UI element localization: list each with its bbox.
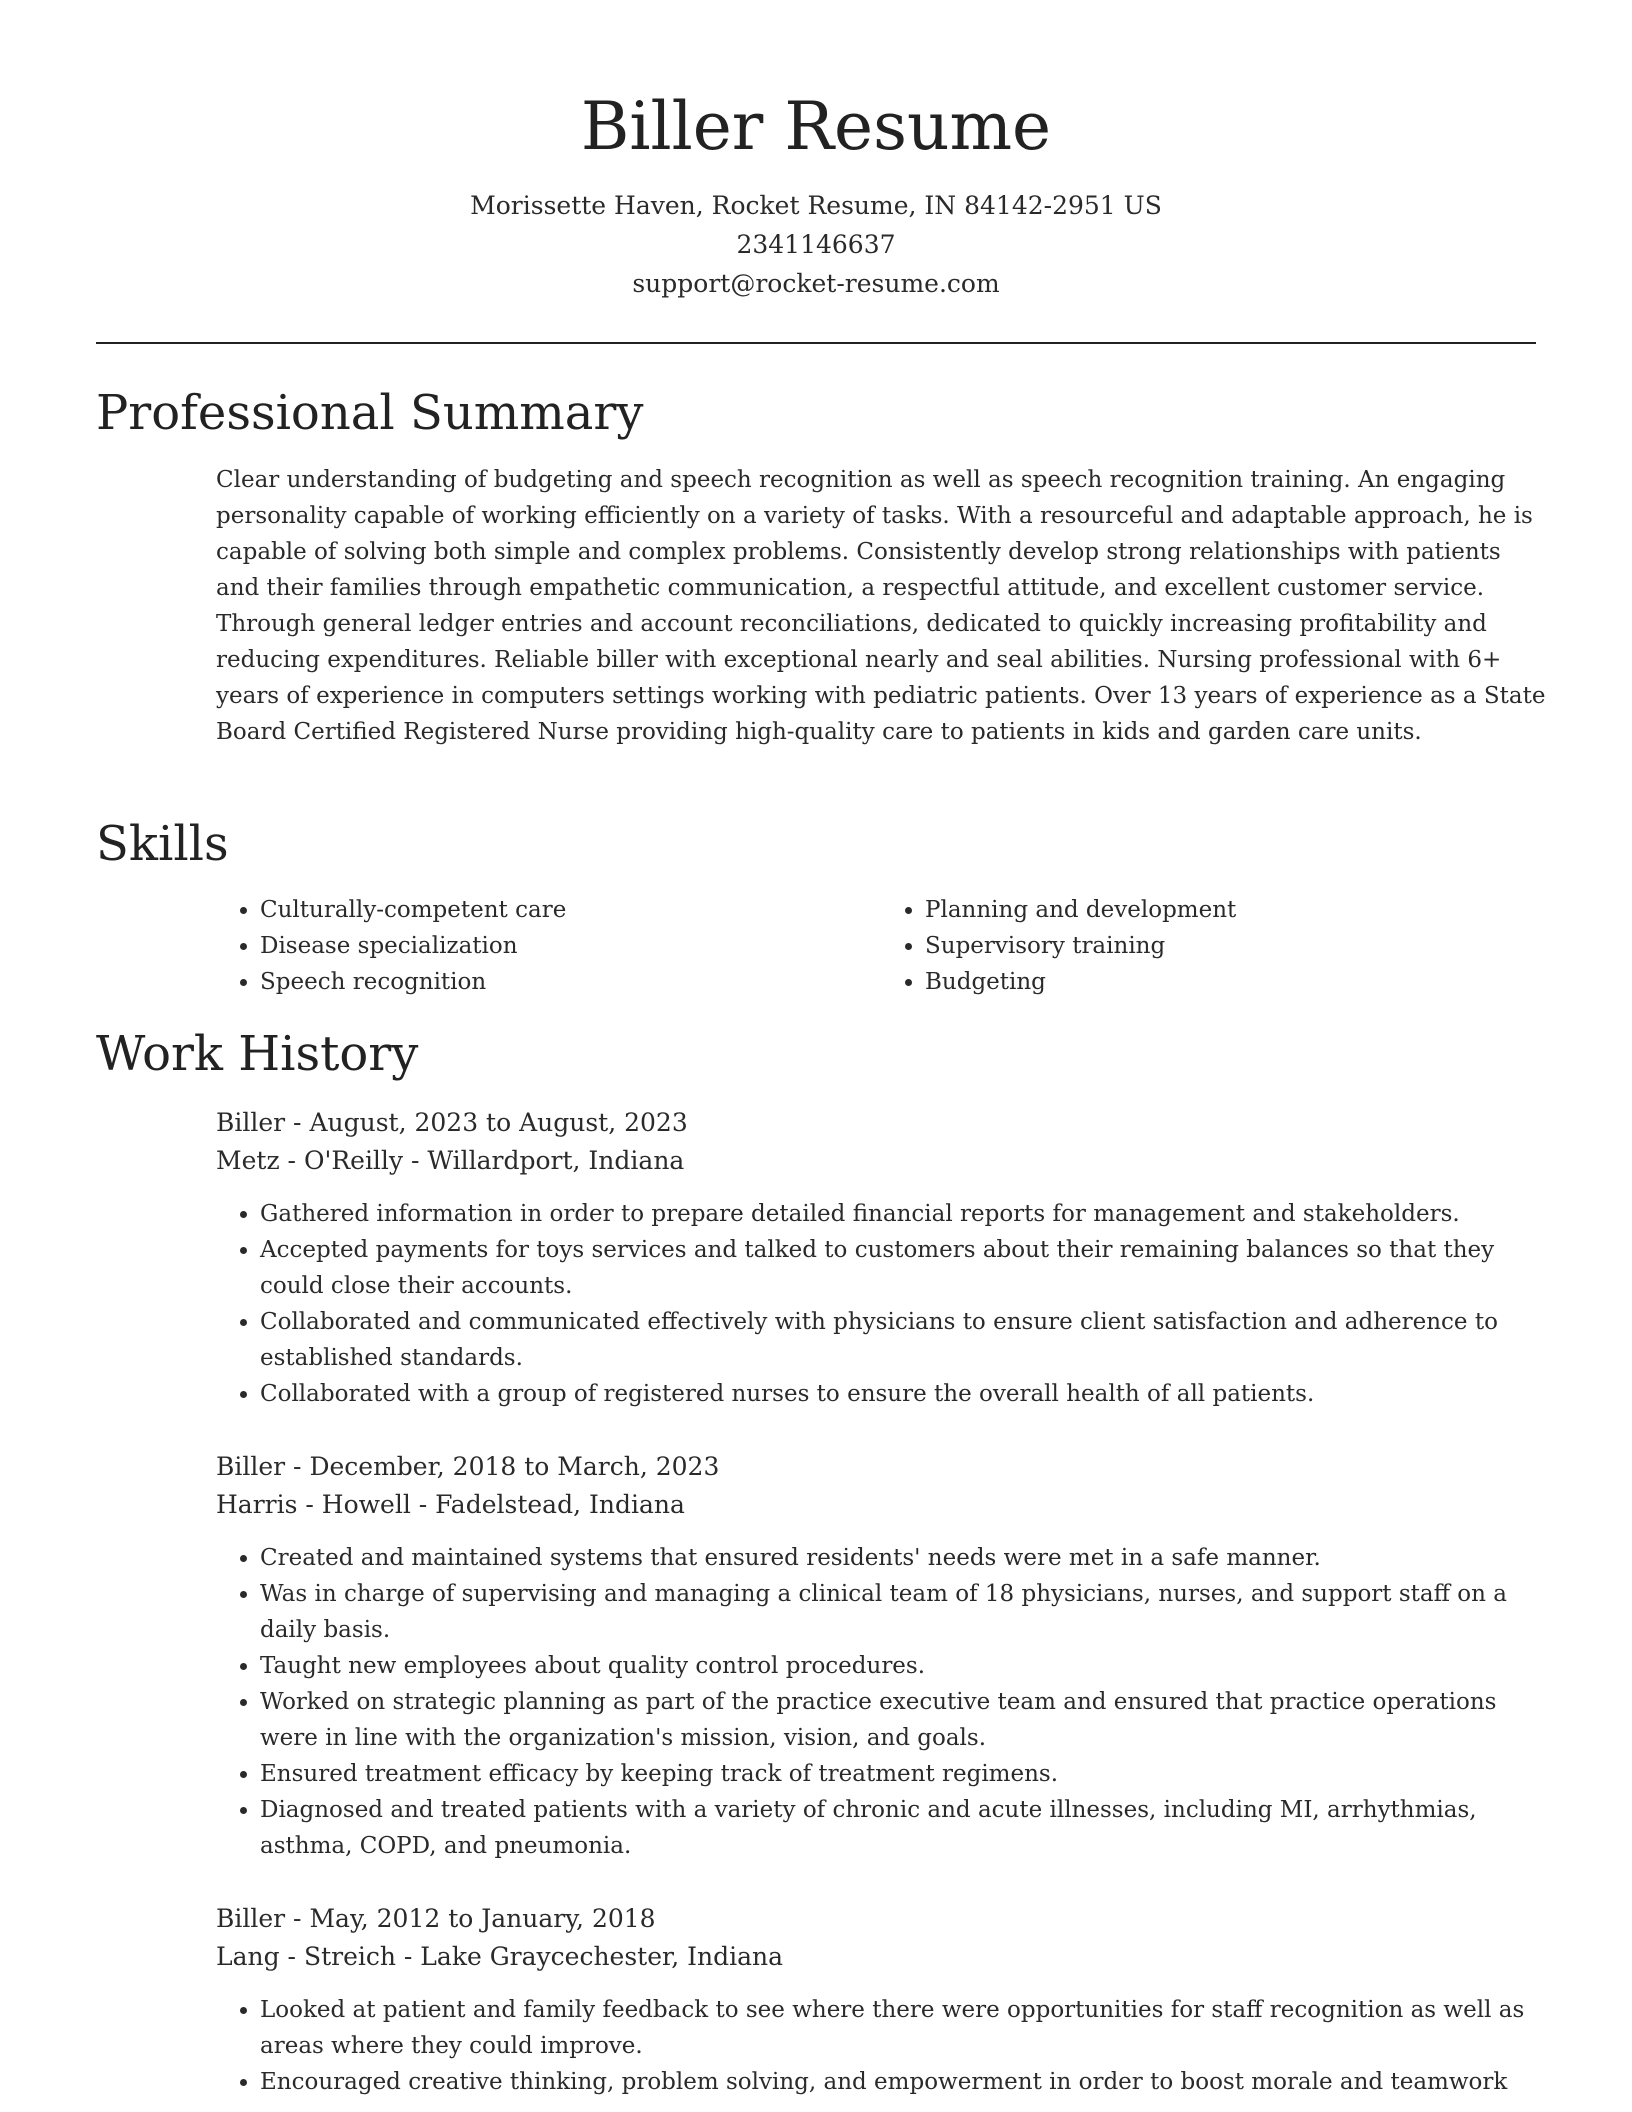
summary-text: Clear understanding of budgeting and speech recognition as well as speech recognition training. An engaging personality capable of working efficiently on a variety of tasks. With a resourceful and adaptable approach, he is capable of solving both simple and complex problems. Consistently develop strong relationships with patients and their families through empathetic communication, a respectful attitude, and excellent customer service. Through general ledger entries and account reconciliations, dedicated to quickly increasing profitability and reducing expenditures. Reliable biller with exceptional nearly and seal abilities. Nursing professional with 6+ years of experience in computers settings working with pediatric patients. Over 13 years of experience as a State Board Certified Registered Nurse providing high-quality care to patients in kids and garden care units.	[216, 467, 1546, 745]
work-history-heading: Work History	[96, 1026, 419, 1082]
job-title: Biller - December, 2018 to March, 2023	[216, 1452, 720, 1481]
skills-list	[216, 892, 1546, 1000]
header-divider	[96, 342, 1536, 344]
job-bullet: • Accepted payments for toys services and talked to customers about their remaining balances so that they could close their accounts.	[260, 1232, 1546, 1304]
skill-item: • Speech recognition	[260, 964, 881, 1000]
job-bullet: • Collaborated with a group of registered nurses to ensure the overall health of all patients.	[260, 1376, 1546, 1412]
job-bullet: • Collaborated and communicated effectively with physicians to ensure client satisfaction and adherence to established standards.	[260, 1304, 1546, 1376]
address: Morissette Haven, Rocket Resume, IN 84142-2951 US	[470, 191, 1162, 220]
job-bullets	[216, 1196, 1546, 1412]
resume-title: Biller Resume	[580, 88, 1052, 165]
job-bullets	[216, 1992, 1546, 2100]
job-entry	[216, 1104, 1546, 1412]
job-bullet: • Ensured treatment efficacy by keeping track of treatment regimens.	[260, 1756, 1546, 1792]
contact-info	[96, 186, 1536, 303]
job-entry	[216, 1448, 1546, 1864]
job-bullets	[216, 1540, 1546, 1864]
skills-column-right	[881, 892, 1546, 1000]
skill-item: • Planning and development	[925, 892, 1546, 928]
skill-item: • Budgeting	[925, 964, 1546, 1000]
phone: 2341146637	[736, 230, 896, 259]
job-bullet: • Diagnosed and treated patients with a variety of chronic and acute illnesses, including MI, arrhythmias, asthma, COPD, and pneumonia.	[260, 1792, 1546, 1864]
job-bullet: • Taught new employees about quality control procedures.	[260, 1648, 1546, 1684]
resume-header	[96, 82, 1536, 303]
skills-column-left	[216, 892, 881, 1000]
job-bullet: • Worked on strategic planning as part of the practice executive team and ensured that practice operations were in line with the organization's mission, vision, and goals.	[260, 1684, 1546, 1756]
skills-heading: Skills	[96, 816, 229, 872]
job-bullet: • Created and maintained systems that ensured residents' needs were met in a safe manner.	[260, 1540, 1546, 1576]
job-title: Biller - August, 2023 to August, 2023	[216, 1108, 688, 1137]
job-employer: Metz - O'Reilly - Willardport, Indiana	[216, 1146, 685, 1175]
skill-item: • Supervisory training	[925, 928, 1546, 964]
skill-item: • Disease specialization	[260, 928, 881, 964]
summary-heading: Professional Summary	[96, 385, 644, 441]
email: support@rocket-resume.com	[632, 269, 1000, 298]
job-employer: Harris - Howell - Fadelstead, Indiana	[216, 1490, 685, 1519]
skill-item: • Culturally-competent care	[260, 892, 881, 928]
job-title: Biller - May, 2012 to January, 2018	[216, 1904, 656, 1933]
job-bullet: • Was in charge of supervising and managing a clinical team of 18 physicians, nurses, and support staff on a daily basis.	[260, 1576, 1546, 1648]
job-bullet: • Gathered information in order to prepare detailed financial reports for management and stakeholders.	[260, 1196, 1546, 1232]
job-bullet: • Looked at patient and family feedback to see where there were opportunities for staff recognition as well as areas where they could improve.	[260, 1992, 1546, 2064]
job-bullet: • Encouraged creative thinking, problem solving, and empowerment in order to boost morale and teamwork	[260, 2064, 1546, 2100]
job-entry	[216, 1900, 1546, 2100]
job-employer: Lang - Streich - Lake Graycechester, Indiana	[216, 1942, 784, 1971]
